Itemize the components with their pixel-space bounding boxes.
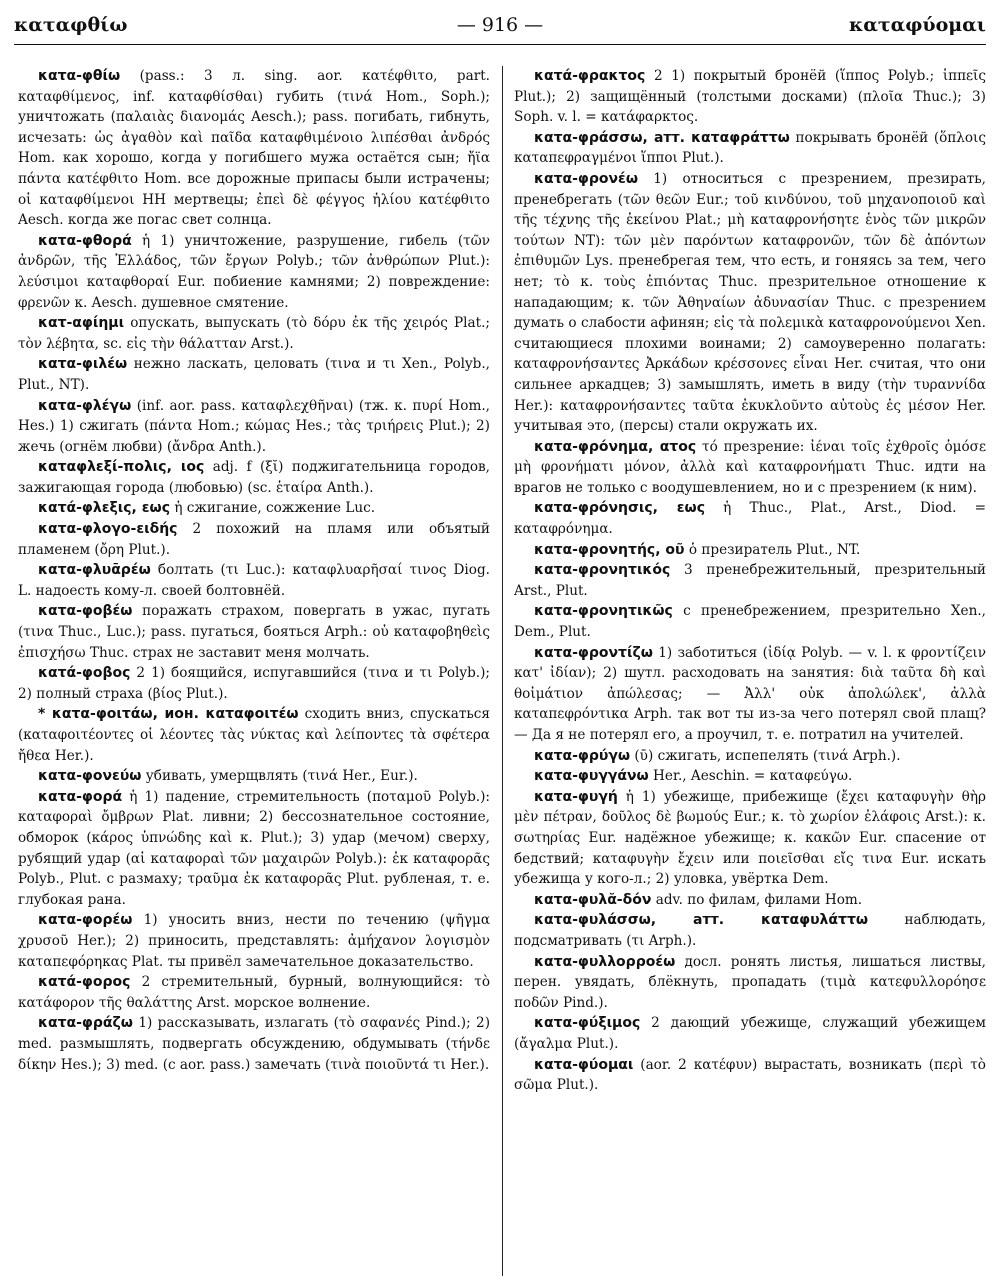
dictionary-entry <box>18 519 490 560</box>
entry-definition: болтать (τι Luc.): καταφλυαρῆσαί τινος Diog. L. надоесть кому-л. своей болтовнёй. <box>18 562 490 599</box>
dictionary-entry <box>18 1013 490 1075</box>
entry-headword: καταφλεξί-πολις, ιος <box>38 459 205 476</box>
entry-definition: ἡ 1) уничтожение, разрушение, гибель (τῶν ἀνδρῶν, τῆς Ἑλλάδος, τῶν ἔργων Polyb.; τῶν ἀνθρώπων Plut.): λεύσιμοι καταφθοραί Eur. побиение камнями; 2) повреждение: φρενῶν κ. Aesch. душевное смятение. <box>18 232 490 311</box>
right-column <box>514 66 986 1276</box>
entry-headword: κατα-φρύγω <box>534 747 631 764</box>
dictionary-entry <box>18 66 490 231</box>
entry-headword: κατα-φιλέω <box>38 356 128 373</box>
entry-definition: Her., Aeschin. = καταφεύγω. <box>648 768 853 785</box>
entry-definition: опускать, выпускать (τὸ δόρυ ἐκ τῆς χειρός Plat.; τὸν λέβητα, sc. εἰς τὴν θάλατταν Arst.). <box>18 315 490 352</box>
dictionary-entry <box>18 560 490 601</box>
entry-headword: κατα-φυγή <box>534 788 618 805</box>
dictionary-entry <box>514 643 986 746</box>
entry-definition: нежно ласкать, целовать (τινα и τι Xen., Polyb., Plut., NT). <box>18 356 490 393</box>
entry-headword: κατα-φθορά <box>38 232 132 249</box>
dictionary-entry <box>514 746 986 767</box>
dictionary-entry <box>18 498 490 519</box>
dictionary-entry <box>18 910 490 972</box>
entry-definition: ὁ презиратель Plut., NT. <box>684 541 861 558</box>
running-head-right: καταφύομαι <box>848 14 986 36</box>
entry-headword: κατά-φρακτος <box>534 68 646 84</box>
dictionary-entry <box>514 560 986 601</box>
entry-definition: (aor. 2 κατέφυν) вырастать, возникать (περὶ τὸ σῶμα Plut.). <box>514 1056 986 1094</box>
entry-definition: 1) уносить вниз, нести по течению (ψῆγμα χρυσοῦ Her.); 2) приносить, представлять: ἀμήχανον λογισμὸν καταπεφόρηκας Plat. ты привёл замечательное доказательство. <box>18 912 490 970</box>
entry-definition: ἡ 1) падение, стремительность (ποταμοῦ Polyb.): καταφοραὶ ὄμβρων Plat. ливни; 2) бессознательное состояние, обморок (κάρος ὑπνώδης καὶ κ. Plut.); 3) удар (мечом) сверху, рубящий удар (αἱ καταφοραὶ τῶν μαχαιρῶν Polyb.): ἐκ καταφορᾶς Polyb., Plut. с размаху; τραῦμα ἐκ καταφορᾶς Plut. рубленая, т. е. глубокая рана. <box>18 788 490 908</box>
entry-headword: κατα-φυγγάνω <box>534 768 649 785</box>
entry-headword: κατα-φρονητής, οῦ <box>534 541 685 558</box>
entry-headword: κατα-φονεύω <box>38 768 142 785</box>
entry-headword: κατα-φρονητικῶς <box>534 603 673 620</box>
entry-definition: покрывать бронёй (ὅπλοις καταπεφραγμένοι ἵπποι Plut.). <box>514 129 986 167</box>
entry-definition: 2 похожий на пламя или объятый пламенем (ὄρη Plut.). <box>18 521 490 558</box>
entry-definition: 2 стремительный, бурный, волнующийся: τὸ κατάφορον τῆς θαλάττης Arst. морское волнение. <box>18 974 490 1011</box>
entry-headword: κατα-φύξιμος <box>534 1015 641 1032</box>
entry-headword: κατα-φλογο-ειδής <box>38 521 178 538</box>
entry-definition: τό презрение: ἰέναι τοῖς ἐχθροῖς ὁμόσε μὴ φρονήματι μόνον, ἀλλὰ καὶ καταφρονήματι Thuc. идти на врагов не только с воодушевлением, но и с презрением (к ним). <box>514 438 986 496</box>
entry-headword: κατα-φορά <box>38 788 123 805</box>
entry-definition: досл. ронять листья, лишаться листвы, перен. увядать, блёкнуть, пропадать (τιμὰ κατεφυλλορόησε ποδῶν Pind.). <box>514 953 986 1011</box>
entry-headword: κατα-φράσσω, атт. καταφράττω <box>534 129 790 146</box>
entry-headword: κατ-αφίημι <box>38 315 125 332</box>
dictionary-entry <box>514 601 986 642</box>
entry-definition: (pass.: 3 л. sing. aor. κατέφθιτο, part. καταφθίμενος, inf. καταφθίσθαι) губить (τινά Hom., Soph.); уничтожать (παλαιὰς διανομάς Aesch.); pass. погибать, гибнуть, исчезать: ὡς ἀγαθὸν καὶ παῖδα καταφθιμένοιο λιπέσθαι ἀνδρός Hom. как хорошо, когда у погибшего мужа остаётся сын; ἤϊα πάντα κατέφθιτο Hom. все дорожные припасы были истрачены; οἱ καταφθίμενοι НН мертвецы; ἐπεὶ δὲ φέγγος ἡλίου κατέφθιτο Aesch. когда же погас свет солнца. <box>18 68 490 229</box>
entry-definition: adv. по филам, филами Hom. <box>651 891 863 908</box>
entry-definition: сходить вниз, спускаться (καταφοιτέοντες οἱ λέοντες τὰς νύκτας καὶ λείποντες τὰ σφέτερα ἤθεα Her.). <box>18 706 490 764</box>
dictionary-entry <box>18 457 490 498</box>
entry-headword: κατα-φορέω <box>38 912 133 929</box>
dictionary-entry <box>18 704 490 766</box>
dictionary-entry <box>18 766 490 787</box>
entry-headword: κατα-φυλλορροέω <box>534 953 676 970</box>
entry-definition: убивать, умерщвлять (τινά Her., Eur.). <box>141 768 418 785</box>
page-number: — 916 — <box>456 14 544 36</box>
entry-headword: κατα-φλέγω <box>38 397 132 414</box>
dictionary-entry <box>18 396 490 458</box>
entry-definition: наблюдать, подсматривать (τι Arph.). <box>514 912 986 949</box>
entry-definition: 1) рассказывать, излагать (τὸ σαφανές Pind.); 2) med. размышлять, подвергать обсуждению, обдумывать (τήνδε δίκην Hes.); 3) med. (с aor. pass.) замечать (τινὰ ποιοῦντά τι Her.). <box>18 1015 490 1073</box>
entry-definition: 3 пренебрежительный, презрительный Arst., Plut. <box>514 562 986 599</box>
entry-headword: κατα-φρονέω <box>534 170 639 187</box>
entry-headword: κατα-φλυᾱρέω <box>38 562 151 579</box>
dictionary-entry <box>18 972 490 1013</box>
dictionary-entry <box>514 128 986 169</box>
dictionary-entry <box>514 66 986 128</box>
dictionary-entry <box>18 231 490 313</box>
entry-headword: κατα-φρόνησις, εως <box>534 500 705 517</box>
column-divider <box>502 66 503 1276</box>
dictionary-entry <box>18 313 490 354</box>
entry-definition: (ῡ) сжигать, испепелять (τινά Arph.). <box>630 747 901 764</box>
entry-headword: * κατα-φοιτάω, ион. καταφοιτέω <box>38 706 299 723</box>
dictionary-entry <box>18 601 490 663</box>
dictionary-entry <box>514 952 986 1014</box>
entry-headword: κατα-φρονητικός <box>534 562 671 579</box>
entry-definition: 1) заботиться (ἰδίᾳ Polyb. — v. l. к φροντίζειν κατ' ἰδίαν); 2) шутл. расходовать на занятия: διὰ ταῦτα δὴ καὶ θοἰμάτιον ἀπώλεσας; — Ἀλλ' οὐκ ἀπολώλεκ', ἀλλὰ καταπεφρόντικα Arph. так вот ты из-за чего потерял свой плащ? — Да я не потерял его, а проучил, т. е. потратил на учителей. <box>514 644 986 743</box>
entry-definition: adj. f (ξῐ) поджигательница городов, зажигающая города (любовью) (sc. ἑταίρα Anth.). <box>18 459 490 496</box>
dictionary-entry <box>18 663 490 704</box>
entry-headword: κατα-φοβέω <box>38 603 133 620</box>
dictionary-entry <box>514 910 986 951</box>
entry-headword: κατα-φύομαι <box>534 1056 634 1073</box>
entry-definition: ἡ Thuc., Plat., Arst., Diod. = καταφρόνημα. <box>514 500 986 538</box>
dictionary-entry <box>514 437 986 499</box>
entry-headword: κατά-φλεξις, εως <box>38 500 171 517</box>
entry-definition: 1) относиться с презрением, презирать, пренебрегать (τῶν θεῶν Eur.; τοῦ κινδύνου, τοῦ μηχανοποιοῦ καὶ τῆς τέχνης τῆς ἐκείνου Plat.; μὴ καταφρονήσητε ἑνὸς τῶν μικρῶν τούτων NT): τῶν μὲν παρόντων καταφρονῶν, τῶν δὲ ἀπόντων ἐπιθυμῶν Lys. пренебрегая тем, что есть, и гоняясь за тем, чего нет; τὸ κ. τοὺς ἐπιόντας Thuc. презрительное отношение к нападающим; κ. τῶν Ἀθηναίων ἀδυνασίαν Thuc. с презрением думать о слабости афинян; εἰς τὰ πολεμικὰ καταφρονούμενοι Xen. считающиеся плохими воинами; 2) самоуверенно полагать: καταφρονήσαντες Ἀρκάδων κρέσσονες εἶναι Her. считая, что они сильнее аркадцев; 3) замышлять, иметь в виду (τὴν τυραννίδα Her.): καταφρονήσαντες ταῦτα ἐκυκλοῦντο αὐτοὺς ἐς μέσον Her. учитывая это, (персы) стали окружать их. <box>514 170 986 435</box>
entry-headword: κατά-φορος <box>38 974 131 991</box>
dictionary-entry <box>18 354 490 395</box>
left-column <box>18 66 490 1276</box>
running-head-left: καταφθίω <box>14 14 128 36</box>
dictionary-entry <box>514 1013 986 1054</box>
entry-headword: κατα-φροντίζω <box>534 644 653 661</box>
dictionary-entry <box>514 766 986 787</box>
entry-definition: с пренебрежением, презрительно Xen., Dem., Plut. <box>514 603 986 641</box>
page-header <box>14 8 986 45</box>
entry-headword: κατα-φρόνημα, ατος <box>534 438 697 455</box>
entry-definition: поражать страхом, повергать в ужас, пугать (τινα Thuc., Luc.); pass. пугаться, бояться Arph.: οὐ καταφοβηθεὶς ἐπισχήσω Thuc. страх не заставит меня молчать. <box>18 603 490 661</box>
dictionary-entry <box>514 787 986 890</box>
dictionary-entry <box>18 787 490 911</box>
entry-definition: ἡ сжигание, сожжение Luc. <box>170 500 376 517</box>
entry-headword: κατά-φοβος <box>38 665 131 682</box>
dictionary-entry <box>514 498 986 539</box>
entry-headword: κατα-φυλάσσω, атт. καταφυλάττω <box>534 912 869 929</box>
entry-headword: κατα-φυλᾰ-δόν <box>534 891 652 908</box>
dictionary-entry <box>514 890 986 911</box>
dictionary-entry <box>514 169 986 437</box>
entry-definition: 2 1) покрытый бронёй (ἵππος Polyb.; ἱππεῖς Plut.); 2) защищённый (толстыми досками) (πλοῖα Thuc.); 3) Soph. v. l. = κατάφαρκτος. <box>514 68 986 126</box>
dictionary-entry <box>514 540 986 561</box>
entry-headword: κατα-φράζω <box>38 1015 133 1032</box>
entry-definition: 2 1) боящийся, испугавшийся (τινα и τι Polyb.); 2) полный страха (βίος Plut.). <box>18 665 490 702</box>
dictionary-entry <box>514 1055 986 1096</box>
entry-definition: 2 дающий убежище, служащий убежищем (ἄγαλμα Plut.). <box>514 1015 986 1052</box>
entry-definition: (inf. aor. pass. καταφλεχθῆναι) (тж. κ. πυρί Hom., Hes.) 1) сжигать (πάντα Hom.; κώμας Hes.; τὰς τριήρεις Plut.); 2) жечь (огнём любви) (ἄνδρα Anth.). <box>18 397 490 455</box>
entry-headword: κατα-φθίω <box>38 68 121 84</box>
entry-definition: ἡ 1) убежище, прибежище (ἔχει καταφυγὴν θὴρ μὲν πέτραν, δοῦλος δὲ βωμούς Eur.; κ. τὸ χωρίον ἐλάφοις Arst.): κ. σωτηρίας Eur. надёжное убежище; κ. κακῶν Eur. спасение от бедствий; καταφυγὴν ἔχειν или ποιεῖσθαι εἴς τινα Eur. искать убежища у кого-л.; 2) уловка, увёртка Dem. <box>514 788 986 888</box>
